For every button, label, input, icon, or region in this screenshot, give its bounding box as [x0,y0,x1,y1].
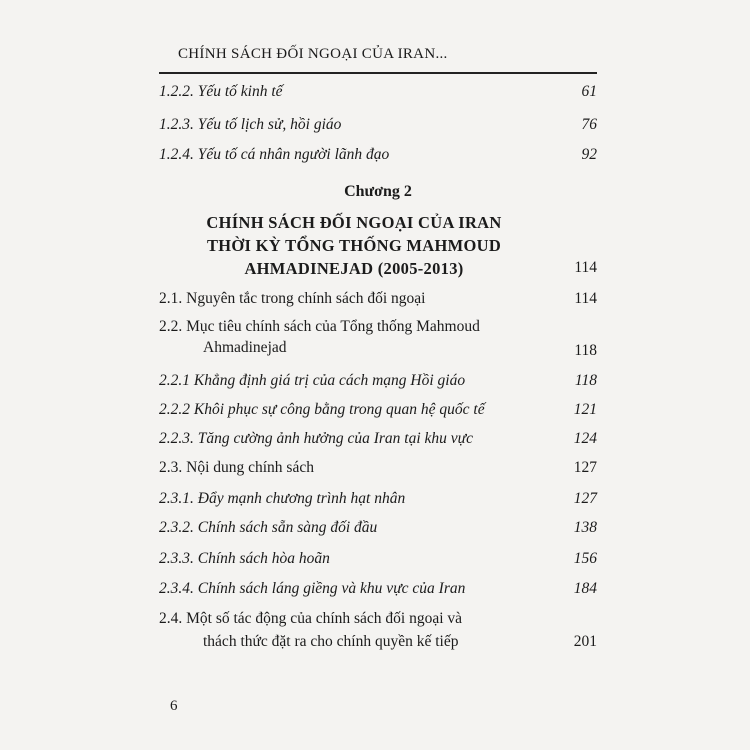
toc-entry-page: 127 [573,459,597,476]
toc-entry-label: 2.2.3. Tăng cường ảnh hưởng của Iran tại khu vực [159,430,473,447]
chapter-title-line: THỜI KỲ TỔNG THỐNG MAHMOUD [206,236,502,255]
toc-entry-page: 201 [573,633,597,650]
toc-entry-page: 92 [581,146,597,163]
chapter-label: Chương 2 [344,183,412,200]
toc-entry-page: 138 [573,519,597,536]
toc-entry-page: 184 [573,580,597,597]
toc-entry-page: 127 [573,490,597,507]
toc-entry-label: 2.3.4. Chính sách láng giềng và khu vực của Iran [159,580,466,597]
toc-entry-page: 118 [574,342,597,359]
running-head: CHÍNH SÁCH ĐỐI NGOẠI CỦA IRAN... [178,46,448,62]
toc-entry-label: 2.2.2 Khôi phục sự công bằng trong quan hệ quốc tế [159,401,485,418]
toc-entry-page: 118 [574,372,597,389]
toc-entry-page: 156 [573,550,597,567]
toc-entry-label: 2.3.2. Chính sách sẵn sàng đối đầu [159,519,378,536]
toc-entry-page: 61 [581,83,597,100]
chapter-page: 114 [574,259,597,276]
chapter-title-line: AHMADINEJAD (2005-2013) [244,259,464,278]
toc-entry-label: 2.3. Nội dung chính sách [159,459,314,476]
chapter-title-line: CHÍNH SÁCH ĐỐI NGOẠI CỦA IRAN [206,213,502,232]
toc-entry-label: 2.3.1. Đẩy mạnh chương trình hạt nhân [159,490,406,507]
toc-entry-label: 1.2.3. Yếu tố lịch sử, hồi giáo [159,116,342,133]
toc-entry-label: 2.2.1 Khẳng định giá trị của cách mạng Hồi giáo [159,372,466,389]
header-rule [159,72,597,74]
toc-entry-label: 1.2.2. Yếu tố kinh tế [159,83,283,100]
page-number: 6 [170,698,178,714]
toc-entry-label-line1: 2.4. Một số tác động của chính sách đối ngoại và [159,610,463,627]
toc-entry-label-line1: 2.2. Mục tiêu chính sách của Tổng thống Mahmoud [159,318,480,335]
toc-entry-page: 124 [573,430,597,447]
toc-entry-label: 1.2.4. Yếu tố cá nhân người lãnh đạo [159,146,390,163]
toc-entry-page: 76 [581,116,597,133]
toc-entry-label-line2: thách thức đặt ra cho chính quyền kế tiếp [203,633,459,650]
toc-entry-page: 121 [573,401,597,418]
toc-entry-label: 2.3.3. Chính sách hòa hoãn [159,550,330,567]
toc-entry-label-line2: Ahmadinejad [203,339,287,356]
toc-entry-page: 114 [574,290,597,307]
toc-entry-label: 2.1. Nguyên tắc trong chính sách đối ngoại [159,290,426,307]
